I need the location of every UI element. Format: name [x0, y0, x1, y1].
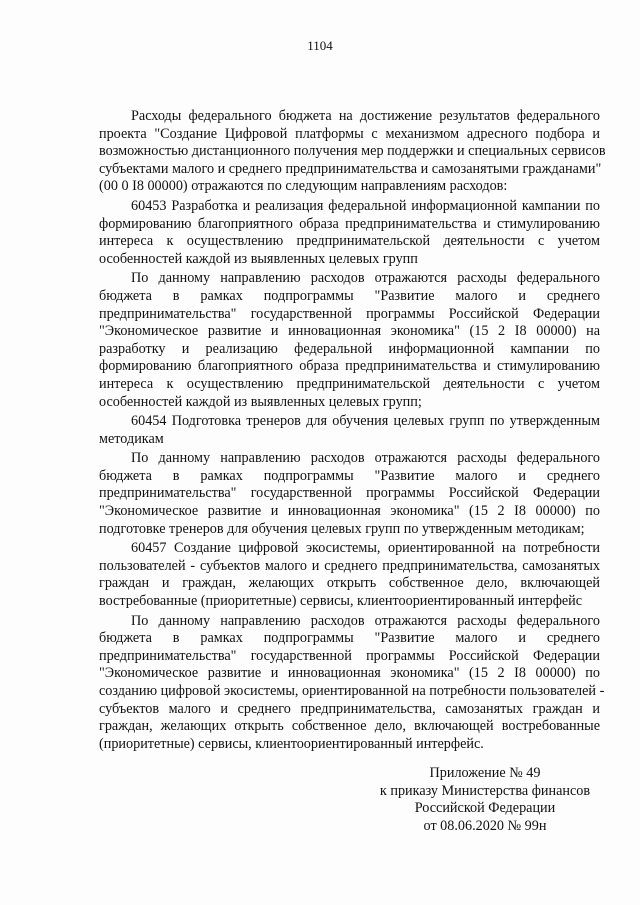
text-line: созданию цифровой экосистемы, ориентированной на потребности пользователей -: [99, 683, 605, 699]
text-line: "Экономическое развитие и инновационная экономика" (15 2 I8 00000) по: [99, 503, 600, 520]
text-line: бюджета в рамках подпрограммы "Развитие малого и среднего: [99, 467, 600, 484]
text-line: По данному направлению расходов отражаются расходы федерального: [131, 450, 600, 467]
text-line: формированию благоприятного образа предпринимательства и стимулированию: [99, 358, 600, 375]
text-line: востребованные (приоритетные) сервисы, клиентоориентированный интерфейс: [99, 593, 583, 610]
paragraph-60453-description: [67, 270, 600, 411]
text-line: пользователей - субъектов малого и среднего предпринимательства, самозанятых: [99, 557, 600, 574]
paragraph-60453-heading: [67, 198, 600, 268]
paragraph-60454-heading: [67, 413, 600, 448]
text-line: особенностей каждой из выявленных целевых групп: [99, 250, 418, 267]
text-line: интереса к осуществлению предпринимательской деятельности с учетом: [99, 375, 600, 392]
text-line: "Экономическое развитие и инновационная экономика" (15 2 I8 00000) по: [99, 665, 600, 682]
text-line: бюджета в рамках подпрограммы "Развитие малого и среднего: [99, 630, 600, 647]
text-line: особенностей каждой из выявленных целевых групп;: [99, 393, 422, 410]
paragraph-60457-heading: [67, 540, 600, 610]
text-line: По данному направлению расходов отражаются расходы федерального: [131, 612, 600, 629]
text-line: предпринимательства" государственной программы Российской Федерации: [99, 305, 600, 322]
text-line: предпринимательства" государственной программы Российской Федерации: [99, 647, 600, 664]
paragraph-60457-description: [67, 612, 605, 754]
text-line: интереса к осуществлению предпринимательской деятельности с учетом: [99, 233, 600, 250]
appendix-approval-block: [320, 765, 640, 835]
text-line: Расходы федерального бюджета на достижение результатов федерального: [131, 108, 600, 124]
text-line: субъектов малого и среднего предпринимательства, самозанятых граждан и: [99, 700, 600, 717]
appendix-title: Приложение № 49: [429, 765, 541, 781]
text-line: формированию благоприятного образа предпринимательства и стимулированию: [99, 215, 600, 232]
paragraph-intro: [67, 108, 606, 196]
appendix-authority: Российской Федерации: [414, 800, 556, 817]
text-line: граждан, желающих открыть собственное дело, включающей востребованные: [99, 718, 600, 735]
text-line: проекта "Создание Цифровой платформы с механизмом адресного подбора и: [99, 125, 600, 142]
document-body: [67, 108, 606, 753]
text-line: предпринимательства" государственной программы Российской Федерации: [99, 485, 600, 502]
text-line: разработку и реализацию федеральной информационной кампании по: [99, 340, 600, 357]
text-line: (приоритетные) сервисы, клиентоориентированный интерфейс.: [99, 735, 484, 752]
page-number: 1104: [307, 38, 333, 53]
paragraph-60454-description: [67, 450, 600, 538]
text-line: По данному направлению расходов отражаются расходы федерального: [131, 270, 600, 287]
text-line: бюджета в рамках подпрограммы "Развитие малого и среднего: [99, 287, 600, 304]
appendix-date-number: от 08.06.2020 № 99н: [423, 817, 547, 834]
text-line: граждан и граждан, желающих открыть собственное дело, включающей: [99, 575, 600, 592]
text-line: "Экономическое развитие и инновационная экономика" (15 2 I8 00000) на: [99, 323, 600, 340]
text-line: методикам: [99, 430, 164, 447]
text-line: возможностью дистанционного получения мер поддержки и специальных сервисов: [99, 143, 606, 160]
appendix-order-reference: к приказу Министерства финансов: [379, 782, 591, 799]
text-line: 60453 Разработка и реализация федеральной информационной кампании по: [131, 197, 600, 214]
text-line: подготовке тренеров для обучения целевых групп по утвержденным методикам;: [99, 520, 585, 537]
text-line: субъектами малого и среднего предпринимательства и самозанятыми гражданами": [99, 160, 602, 177]
text-line: (00 0 I8 00000) отражаются по следующим направлениям расходов:: [99, 178, 508, 195]
text-line: 60457 Создание цифровой экосистемы, ориентированной на потребности: [131, 540, 600, 557]
text-line: 60454 Подготовка тренеров для обучения целевых групп по утвержденным: [131, 413, 600, 430]
